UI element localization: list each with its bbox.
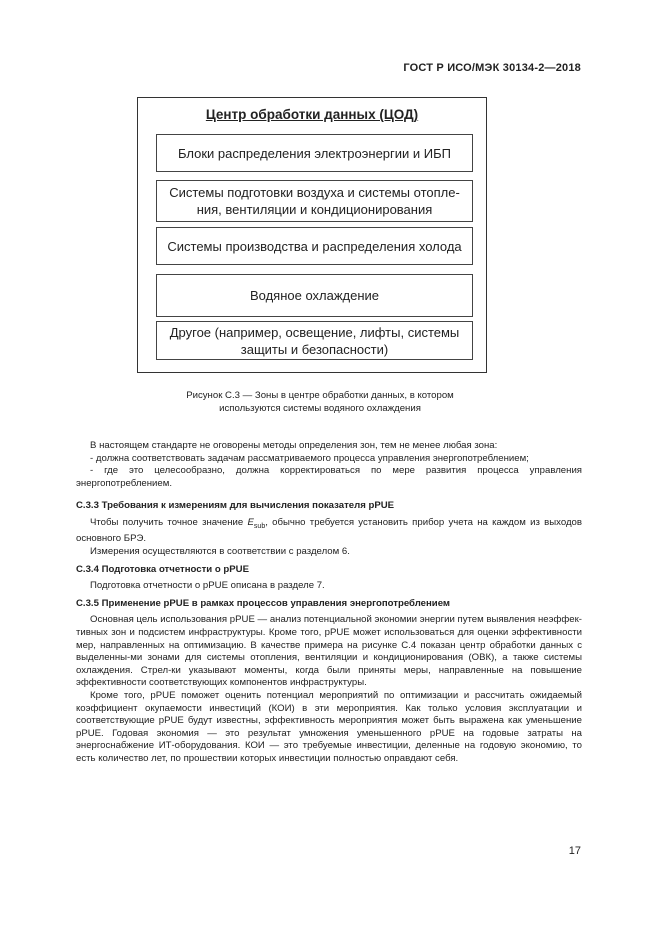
caption-line-1: Рисунок С.3 — Зоны в центре обработки данных, в котором (186, 390, 454, 401)
paragraph: Чтобы получить точное значение $E_{sub}$, обычно требуется установить прибор учета на каждом из выходов основного БРЭ. (76, 516, 582, 545)
paragraph: Подготовка отчетности о pPUE описана в разделе 7. (90, 580, 325, 592)
zone-other: Другое (например, освещение, лифты, системы защиты и безопасности) (156, 321, 473, 360)
body-text (76, 440, 582, 766)
list-item: - где это целесообразно, должна корректироваться по мере развития процесса управления энергопотреблением. (76, 465, 582, 489)
section-heading: С.3.3 Требования к измерениям для вычисления показателя pPUE (76, 500, 395, 512)
paragraph: В настоящем стандарте не оговорены методы определения зон, тем не менее любая зона: (90, 440, 498, 451)
zone-air-hvac: Системы подготовки воздуха и системы отопле-ния, вентиляции и кондиционирования (156, 180, 473, 222)
caption-line-2: используются системы водяного охлаждения (219, 403, 421, 414)
zone-water-cooling: Водяное охлаждение (156, 274, 473, 317)
paragraph: Кроме того, pPUE поможет оценить потенциал мероприятий по оптимизации и рассчитать ожидаемый коэффициент окупаемости инвестиций (КОИ) в эти мероприятия. Как только условия эксплуатации и соответствующие pPUE будут известны, эффективность мероприятия может быть выражена как уменьшение pPUE. Годовая экономия — это результат умножения уменьшенного pPUE на годовые затраты на энергоснабжение ИТ-оборудования. КОИ — это требуемые инвестиции, деленные на годовую экономию, то есть количество лет, по прошествии которых инвестиции полностью оправдают себя. (76, 690, 582, 764)
figure-title: Центр обработки данных (ЦОД) (205, 107, 419, 122)
section-heading: С.3.4 Подготовка отчетности о pPUE (76, 563, 249, 575)
paragraph: Основная цель использования pPUE — анализ потенциальной экономии энергии путем выявления неэффек-тивных зон и подсистем инфраструктуры. Кроме того, pPUE может использоваться для оценки эффективности мер, направленных на оптимизацию. В качестве примера на рисунке С.4 показан центр обработки данных с выделенны-ми зонами для системы отопления, вентиляции и кондиционирования (ОВК), а также системы охлаждения. Стрел-ки указывают моменты, когда были приняты меры, направленные на повышение эффективности соответствующих компонентов инфраструктуры. (76, 614, 582, 689)
figure-diagram (137, 97, 487, 373)
list-item: - должна соответствовать задачам рассматриваемого процесса управления энергопотреблением; (90, 452, 529, 464)
paragraph: Измерения осуществляются в соответствии с разделом 6. (90, 546, 350, 558)
section-heading: С.3.5 Применение pPUE в рамках процессов управления энергопотреблением (76, 597, 451, 609)
variable-e: E (247, 516, 254, 528)
document-header: ГОСТ Р ИСО/МЭК 30134-2—2018 (403, 62, 581, 74)
page-number: 17 (568, 845, 581, 857)
figure-caption (150, 389, 490, 415)
zone-power-distribution: Блоки распределения электроэнергии и ИБП (156, 134, 473, 172)
zone-cooling-production: Системы производства и распределения холода (156, 227, 473, 265)
